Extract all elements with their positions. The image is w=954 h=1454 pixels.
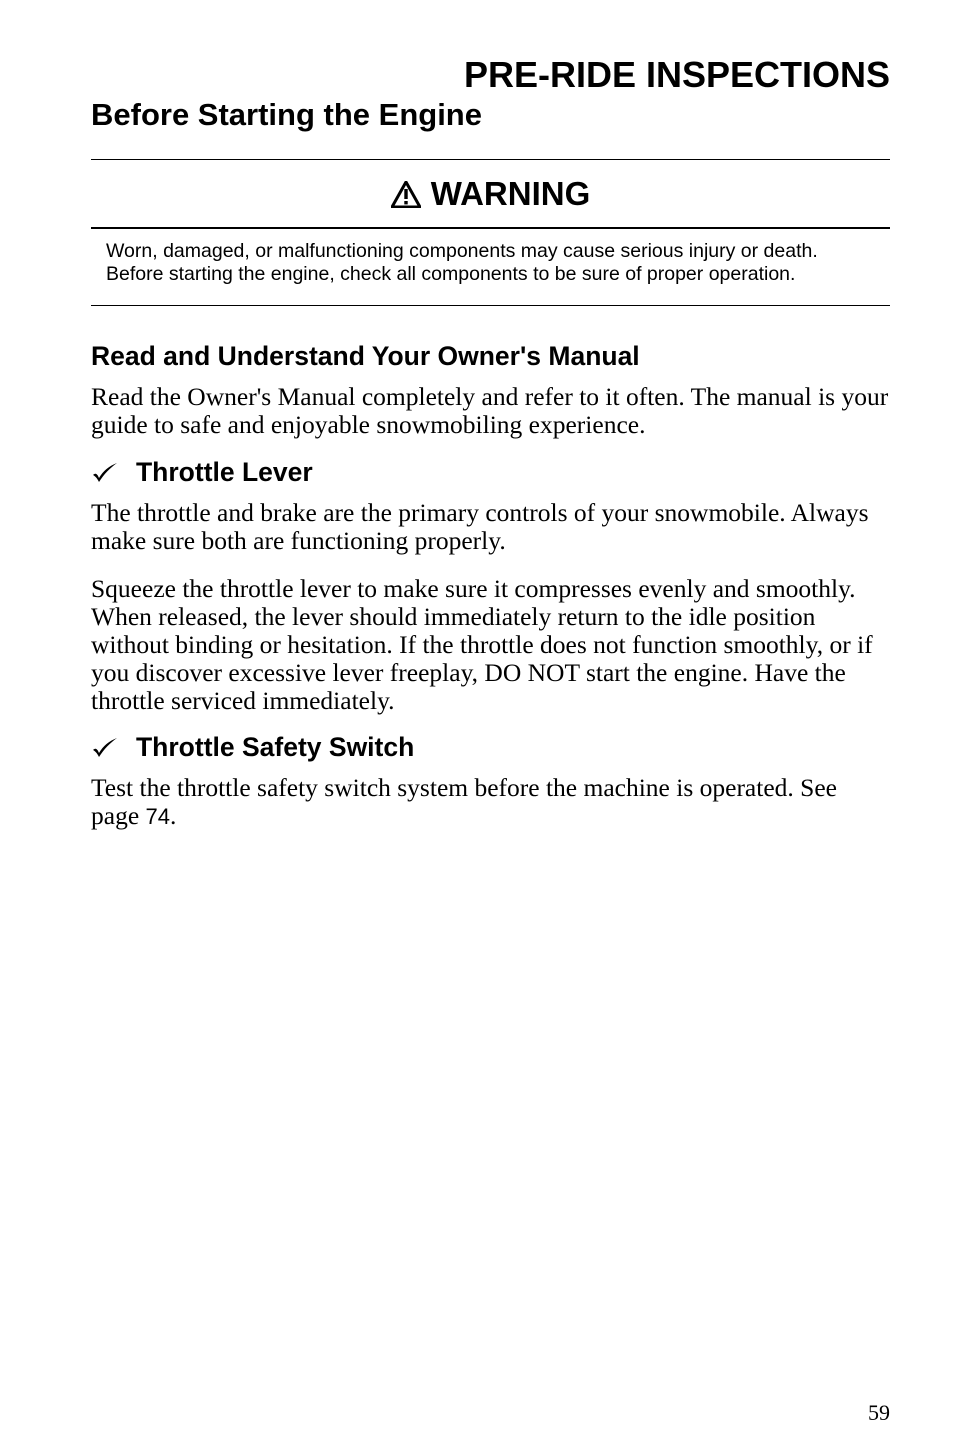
chapter-title: PRE-RIDE INSPECTIONS	[463, 54, 890, 95]
page-number: 59	[868, 1400, 890, 1425]
throttle-safety-switch-heading-text: Throttle Safety Switch	[136, 732, 415, 762]
warning-bottom-rule	[91, 305, 890, 306]
manual-page	[91, 0, 890, 1454]
throttle-safety-switch-body-end: .	[170, 801, 177, 830]
manual-body: Read the Owner's Manual completely and refer to it often. The manual is your guide to safe and enjoyable snowmobiling experience.	[91, 382, 889, 439]
throttle-safety-switch-body-text: Test the throttle safety switch system before the machine is operated. See page	[91, 773, 837, 830]
warning-text: Worn, damaged, or malfunctioning components may cause serious injury or death. Before starting the engine, check all components to be sure of proper operation.	[106, 240, 818, 285]
throttle-safety-switch-heading	[91, 731, 414, 763]
throttle-safety-switch-body	[91, 774, 890, 831]
checkmark-icon	[91, 461, 119, 483]
warning-triangle-icon	[391, 181, 421, 208]
warning-heading-text: WARNING	[430, 174, 591, 212]
page-reference-link[interactable]: 74	[145, 804, 170, 829]
warning-box	[91, 159, 890, 306]
section-title: Before Starting the Engine	[91, 97, 482, 132]
manual-heading: Read and Understand Your Owner's Manual	[91, 341, 640, 371]
throttle-lever-body-1: The throttle and brake are the primary controls of your snowmobile. Always make sure both are functioning properly.	[91, 498, 869, 555]
checkmark-icon	[91, 736, 119, 758]
throttle-lever-body-2: Squeeze the throttle lever to make sure it compresses evenly and smoothly. When released, the lever should immediately return to the idle position without binding or hesitation. If the throttle does not function smoothly, or if you discover excessive lever freeplay, DO NOT start the engine. Have the throttle serviced immediately.	[91, 574, 873, 715]
throttle-lever-heading	[91, 456, 313, 488]
warning-heading	[91, 160, 890, 227]
throttle-lever-heading-text: Throttle Lever	[136, 457, 313, 487]
